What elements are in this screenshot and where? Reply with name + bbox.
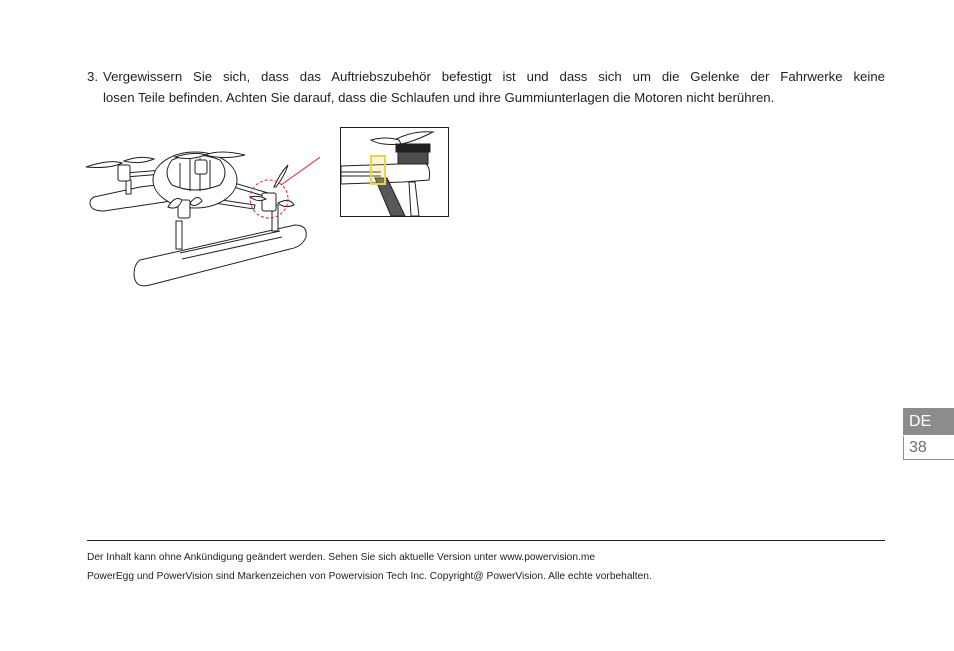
- footer: [87, 548, 885, 586]
- instruction-text-1: Vergewissern Sie sich, dass das Auftriebszubehör befestigt ist und dass sich um die Gelenke der Fahrwerke keine: [103, 69, 885, 84]
- footer-copyright: PowerEgg und PowerVision sind Markenzeichen von Powervision Tech Inc. Copyright@ PowerVision. Alle echte vorbehalten.: [87, 571, 652, 582]
- instruction-text-2: losen Teile befinden. Achten Sie darauf, dass die Schlaufen und ihre Gummiunterlagen die Motoren nicht berühren.: [103, 90, 775, 105]
- language-tab: DE: [903, 408, 954, 435]
- footer-notice: Der Inhalt kann ohne Ankündigung geändert werden. Sehen Sie sich aktuelle Version unter www.powervision.me: [87, 552, 595, 563]
- page-number: 38: [903, 436, 954, 460]
- instruction-line-1: [87, 66, 885, 87]
- motor-detail-drawing: [341, 128, 448, 216]
- step-number: 3.: [87, 69, 98, 84]
- instruction-step-3: [87, 66, 885, 108]
- motor-detail-inset: [340, 127, 449, 217]
- footer-divider: [87, 540, 885, 541]
- drone-float-illustration: [80, 125, 320, 295]
